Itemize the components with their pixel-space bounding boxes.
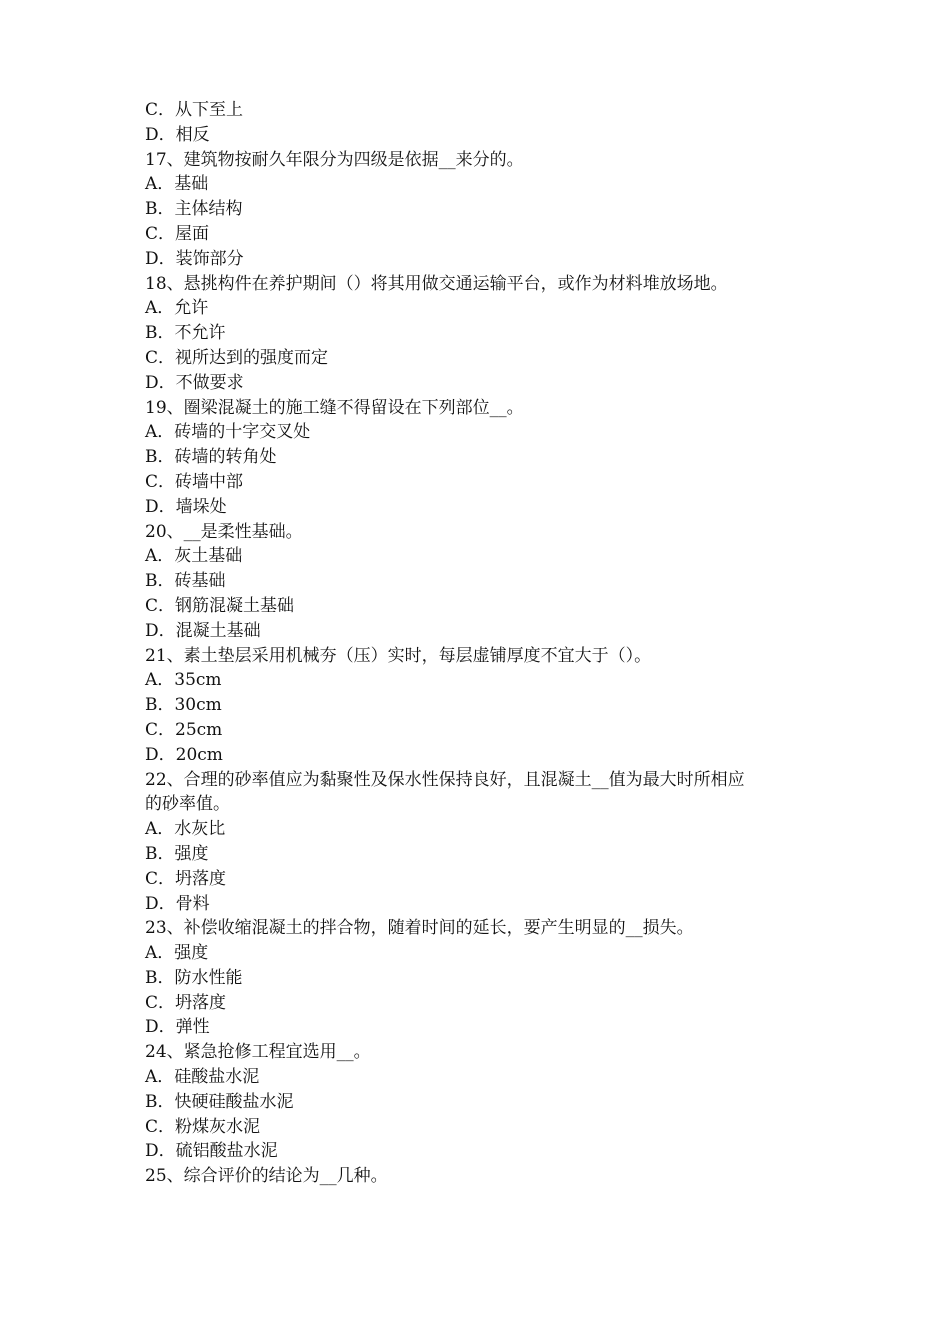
option-d: D．墙垛处 — [145, 496, 227, 517]
option-d: D．20cm — [145, 744, 223, 765]
question-22: 22、合理的砂率值应为黏聚性及保水性保持良好，且混凝土__值为最大时所相应 — [145, 769, 745, 790]
text-line: C．从下至上 — [145, 100, 244, 120]
option-a: A．砖墙的十字交叉处 — [145, 422, 311, 443]
question-24: 24、紧急抢修工程宜选用__。 — [145, 1042, 371, 1063]
option-b: B．砖基础 — [145, 571, 226, 592]
option-a: A．强度 — [145, 943, 209, 964]
question-23: 23、补偿收缩混凝土的拌合物，随着时间的延长，要产生明显的__损失。 — [145, 918, 694, 939]
option-b: B．砖墙的转角处 — [145, 447, 277, 468]
option-d: D．硫铝酸盐水泥 — [145, 1141, 278, 1162]
option-a: A．水灰比 — [145, 819, 226, 840]
question-17: 17、建筑物按耐久年限分为四级是依据__来分的。 — [145, 149, 524, 170]
option-b: B．快硬硅酸盐水泥 — [145, 1091, 294, 1112]
option-c: C．坍落度 — [145, 868, 227, 889]
option-c: C．钢筋混凝土基础 — [145, 595, 295, 616]
option-a: A．硅酸盐水泥 — [145, 1067, 260, 1088]
option-d: D．装饰部分 — [145, 248, 244, 269]
question-22-continued: 的砂率值。 — [145, 794, 230, 815]
option-c: C．屋面 — [145, 223, 210, 244]
text-line: D．相反 — [145, 124, 210, 145]
question-list — [145, 98, 810, 1189]
option-c: C．砖墙中部 — [145, 471, 244, 492]
option-d: D．弹性 — [145, 1017, 210, 1038]
option-a: A．允许 — [145, 298, 209, 319]
option-a: A．基础 — [145, 174, 209, 195]
option-b: B．不允许 — [145, 323, 226, 344]
option-b: B．防水性能 — [145, 967, 243, 988]
option-d: D．混凝土基础 — [145, 620, 261, 641]
option-c: C．坍落度 — [145, 992, 227, 1013]
option-c: C．粉煤灰水泥 — [145, 1116, 261, 1137]
question-25: 25、综合评价的结论为__几种。 — [145, 1166, 388, 1187]
option-a: A．35cm — [145, 670, 222, 691]
option-b: B．30cm — [145, 695, 222, 716]
option-c: C．25cm — [145, 719, 223, 740]
option-b: B．主体结构 — [145, 199, 243, 220]
option-d: D．骨料 — [145, 893, 210, 914]
option-c: C．视所达到的强度而定 — [145, 347, 329, 368]
question-19: 19、圈梁混凝土的施工缝不得留设在下列部位__。 — [145, 397, 524, 418]
question-21: 21、素土垫层采用机械夯（压）实时，每层虚铺厚度不宜大于（）。 — [145, 645, 652, 666]
option-d: D．不做要求 — [145, 372, 244, 393]
question-20: 20、__是柔性基础。 — [145, 521, 303, 542]
question-18: 18、悬挑构件在养护期间（）将其用做交通运输平台，或作为材料堆放场地。 — [145, 273, 728, 294]
option-a: A．灰土基础 — [145, 546, 243, 567]
option-b: B．强度 — [145, 843, 209, 864]
